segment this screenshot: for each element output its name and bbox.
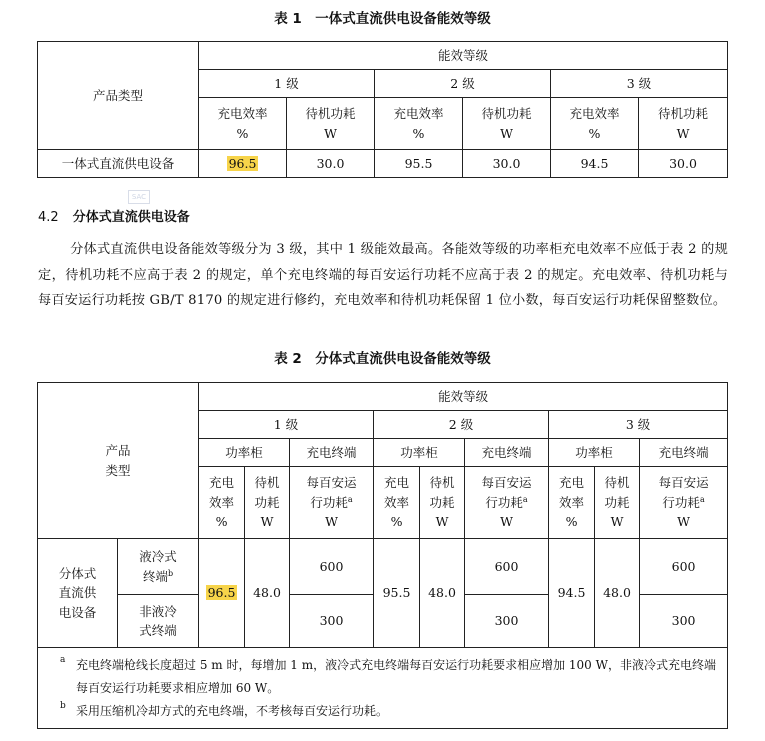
grade-2-header: 2 级	[374, 411, 549, 439]
grade-3-header: 3 级	[549, 411, 728, 439]
table1	[37, 41, 728, 178]
standby-header: 待机功耗 W	[287, 98, 375, 150]
standby-header: 待机 功耗 W	[595, 467, 640, 539]
footnote-a: a 充电终端枪线长度超过 5 m 时，每增加 1 m，液冷式充电终端每百安运行功耗要求相应增加 100 W，非液冷式充电终端每百安运行功耗要求相应增加 60 W。	[60, 655, 716, 695]
row-group-label: 分体式 直流供 电设备	[38, 539, 118, 648]
charging-terminal-header: 充电终端	[290, 439, 374, 467]
charge-eff-header: 充电效率 %	[375, 98, 463, 150]
table-cell: 96.5	[199, 150, 287, 178]
efficiency-grade-header: 能效等级	[199, 383, 728, 411]
section-heading: 4.2 分体式直流供电设备	[38, 210, 190, 225]
standby-header: 待机功耗 W	[463, 98, 551, 150]
charge-eff-header: 充电效率 %	[551, 98, 639, 150]
standby-header: 待机 功耗 W	[420, 467, 465, 539]
table-cell: 48.0	[245, 539, 290, 648]
table-cell: 600	[465, 539, 549, 595]
grade-2-header: 2 级	[375, 70, 551, 98]
charging-terminal-header: 充电终端	[640, 439, 728, 467]
table1-caption: 表 1 一体式直流供电设备能效等级	[274, 11, 491, 27]
table2-caption: 表 2 分体式直流供电设备能效等级	[274, 351, 491, 367]
table-cell: 96.5	[199, 539, 245, 648]
table-cell: 600	[290, 539, 374, 595]
product-type-header: 产品 类型	[38, 383, 199, 539]
grade-1-header: 1 级	[199, 70, 375, 98]
liquid-terminal-label: 液冷式 终端$^b$	[118, 539, 199, 595]
charging-terminal-header: 充电终端	[465, 439, 549, 467]
table-notes	[38, 648, 728, 729]
table-cell: 94.5	[551, 150, 639, 178]
power-cabinet-header: 功率柜	[199, 439, 290, 467]
table-cell: 30.0	[639, 150, 728, 178]
table-cell: 95.5	[374, 539, 420, 648]
charge-eff-header: 充电 效率 %	[374, 467, 420, 539]
row-label: 一体式直流供电设备	[38, 150, 199, 178]
grade-1-header: 1 级	[199, 411, 374, 439]
per100a-header: 每百安运 行功耗$^a$ W	[290, 467, 374, 539]
watermark-logo: SAC	[128, 190, 150, 204]
per100a-header: 每百安运 行功耗$^a$ W	[465, 467, 549, 539]
grade-3-header: 3 级	[551, 70, 728, 98]
per100a-header: 每百安运 行功耗$^a$ W	[640, 467, 728, 539]
table-cell: 300	[290, 595, 374, 648]
table-cell: 48.0	[420, 539, 465, 648]
power-cabinet-header: 功率柜	[549, 439, 640, 467]
standby-header: 待机功耗 W	[639, 98, 728, 150]
product-type-header: 产品类型	[38, 42, 199, 150]
power-cabinet-header: 功率柜	[374, 439, 465, 467]
table-cell: 600	[640, 539, 728, 595]
table2	[37, 382, 728, 729]
table-cell: 300	[640, 595, 728, 648]
charge-eff-header: 充电 效率 %	[199, 467, 245, 539]
charge-eff-header: 充电效率 %	[199, 98, 287, 150]
standby-header: 待机 功耗 W	[245, 467, 290, 539]
table-cell: 30.0	[287, 150, 375, 178]
section-paragraph: 分体式直流供电设备能效等级分为 3 级，其中 1 级能效最高。各能效等级的功率柜充电效率不应低于表 2 的规定，待机功耗不应高于表 2 的规定，单个充电终端的每百安运行功耗不应高于表 2 的规定。充电效率、待机功耗与每百安运行功耗按 GB/T 8170 的规定进行修约，充电效率和待机功耗保留 1 位小数，每百安运行功耗保留整数位。	[38, 242, 728, 308]
nonliquid-terminal-label: 非液冷 式终端	[118, 595, 199, 648]
table-cell: 300	[465, 595, 549, 648]
table-cell: 95.5	[375, 150, 463, 178]
table-cell: 48.0	[595, 539, 640, 648]
table-cell: 94.5	[549, 539, 595, 648]
efficiency-grade-header: 能效等级	[199, 42, 728, 70]
footnote-b: b 采用压缩机冷却方式的充电终端，不考核每百安运行功耗。	[60, 700, 389, 718]
table-cell: 30.0	[463, 150, 551, 178]
charge-eff-header: 充电 效率 %	[549, 467, 595, 539]
